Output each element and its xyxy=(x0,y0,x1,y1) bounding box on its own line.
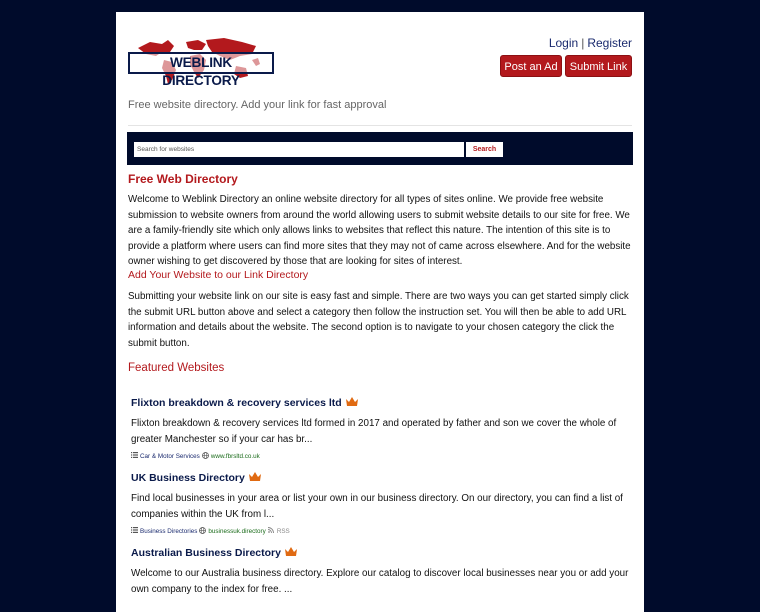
listing-description: Flixton breakdown & recovery services ltd formed in 2017 and operated by father and son we cover the whole of greater Manchester so if your car has br... xyxy=(131,418,617,445)
search-button[interactable]: Search xyxy=(466,142,503,157)
rss-icon xyxy=(268,527,274,535)
crown-icon xyxy=(284,546,298,562)
auth-links xyxy=(549,36,632,50)
listing-url-link[interactable]: www.fbrsltd.co.uk xyxy=(210,452,260,460)
listing-category-link[interactable]: Business Directories xyxy=(140,527,198,535)
register-link[interactable]: Register xyxy=(587,36,632,50)
listing-title-link[interactable]: Flixton breakdown & recovery services ltd xyxy=(131,397,342,409)
crown-icon xyxy=(248,471,262,487)
auth-separator: | xyxy=(581,36,585,50)
search-bar xyxy=(127,132,633,165)
heading-free-web-directory: Free Web Directory xyxy=(128,172,238,186)
add-website-paragraph: Submitting your website link on our site is easy fast and simple. There are two ways you can get started simply click the submit URL button above and select a category then follow the instruction set. You will then be able to add URL information and details about the website. The second option is to navigate to your chosen category the click the submit button. xyxy=(128,291,629,349)
post-ad-button[interactable]: Post an Ad xyxy=(500,55,562,77)
heading-add-website: Add Your Website to our Link Directory xyxy=(128,269,309,281)
page-container xyxy=(116,12,644,612)
listing-description: Welcome to our Australia business directory. Explore our catalog to discover local businesses near you or add your own company to the index for free. ... xyxy=(131,568,629,595)
listing-category-link[interactable]: Car & Motor Services xyxy=(140,452,200,460)
featured-listing xyxy=(131,471,631,536)
globe-icon xyxy=(202,452,209,461)
list-icon xyxy=(131,527,138,535)
site-logo[interactable] xyxy=(128,38,276,88)
list-icon xyxy=(131,452,138,460)
listing-rss-link[interactable]: RSS xyxy=(276,527,290,535)
globe-icon xyxy=(199,527,206,536)
site-tagline: Free website directory. Add your link for fast approval xyxy=(128,99,387,111)
logo-text: WEBLINK DIRECTORY xyxy=(128,52,274,74)
heading-featured-websites: Featured Websites xyxy=(128,362,225,374)
search-input[interactable] xyxy=(134,142,464,157)
crown-icon xyxy=(345,396,359,412)
listing-title-link[interactable]: UK Business Directory xyxy=(131,472,245,484)
listing-description: Find local businesses in your area or list your own in our business directory. On our directory, you can find a list of companies within the UK from l... xyxy=(131,493,623,520)
featured-listing xyxy=(131,546,631,598)
submit-link-button[interactable]: Submit Link xyxy=(565,55,632,77)
header-divider xyxy=(128,125,632,126)
listing-title-link[interactable]: Australian Business Directory xyxy=(131,547,281,559)
featured-listing xyxy=(131,396,631,461)
listing-url-link[interactable]: businessuk.directory xyxy=(208,527,266,535)
intro-paragraph: Welcome to Weblink Directory an online website directory for all types of sites online. We provide free website submission to website owners from around the world allowing users to submit website details to our site for free. We are a family-friendly site which only allows links to websites that reflect this nature. The intention of this site is to provide a platform where users can find more sites that they may not of came across elsewhere. And for the website owner wishing to get discovered by those that are looking for sites of interest. xyxy=(128,194,631,268)
login-link[interactable]: Login xyxy=(548,36,579,50)
